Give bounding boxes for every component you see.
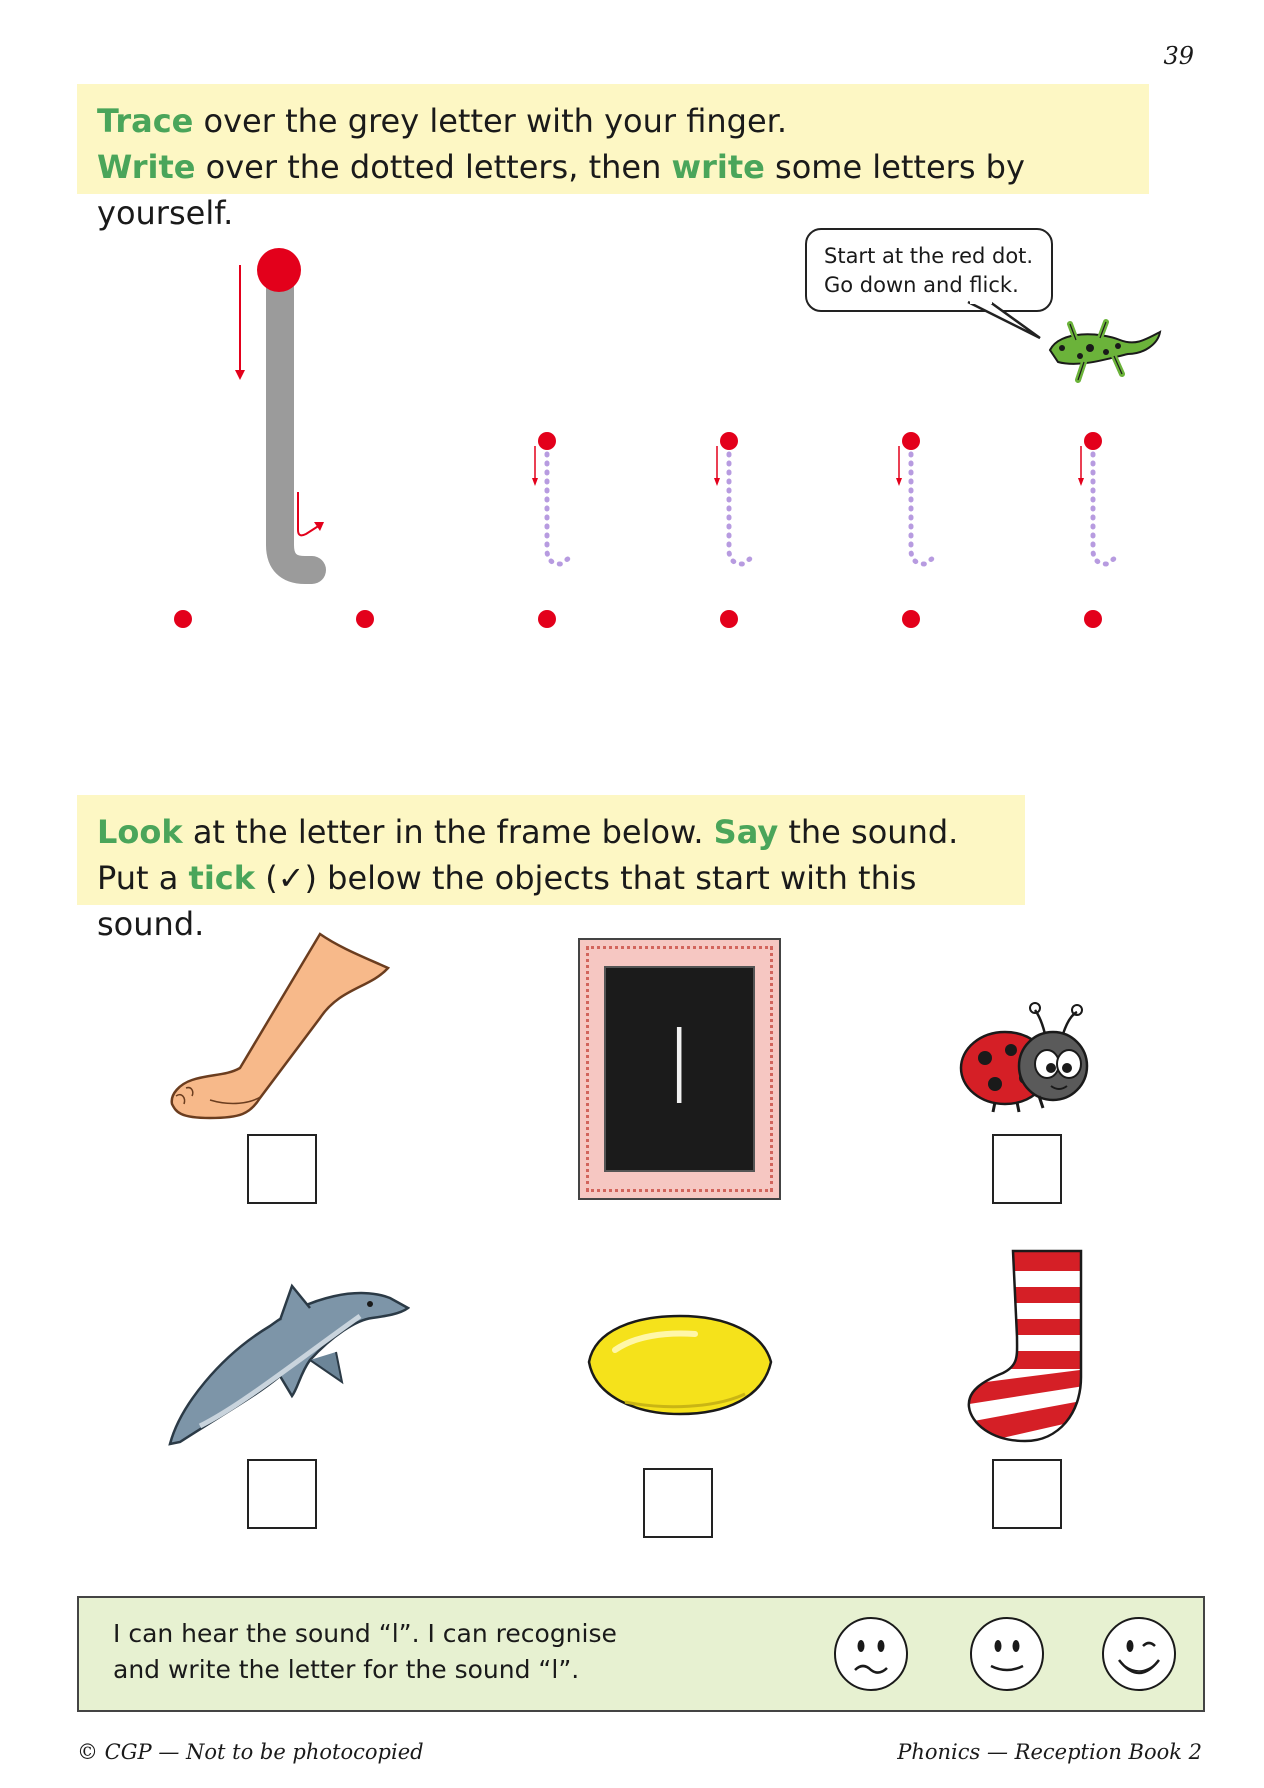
- self-assessment-line-2: and write the letter for the sound “l”.: [113, 1655, 580, 1684]
- keyword-tick: tick: [188, 859, 256, 897]
- checkbox-lemon[interactable]: [643, 1468, 713, 1538]
- ladybird-picture: [955, 998, 1095, 1118]
- instruction-text: Put a: [97, 859, 189, 897]
- checkbox-dolphin[interactable]: [247, 1459, 317, 1529]
- sock-picture: [963, 1247, 1103, 1447]
- okay-face-icon[interactable]: [969, 1616, 1045, 1692]
- grey-letter-l: [280, 272, 312, 570]
- instruction-text: over the dotted letters, then: [195, 148, 672, 186]
- happy-face-icon[interactable]: [1101, 1616, 1177, 1692]
- practice-letter: [714, 432, 751, 564]
- instruction-line: [97, 809, 1003, 855]
- dolphin-picture: [160, 1256, 410, 1446]
- lemon-picture: [585, 1310, 775, 1420]
- instruction-text: (✓) below the objects that start with this sound.: [97, 859, 917, 943]
- self-assessment-line-1: I can hear the sound “l”. I can recognise: [113, 1619, 617, 1648]
- instruction-text: over the grey letter with your finger.: [193, 102, 788, 140]
- writing-dots: [174, 610, 1102, 628]
- instruction-text: some letters by yourself.: [97, 148, 1025, 232]
- tracing-area: [0, 220, 1264, 640]
- keyword-trace: Trace: [97, 102, 194, 140]
- instruction-text: the sound.: [778, 813, 959, 851]
- keyword-say: Say: [713, 813, 779, 851]
- speech-line-1: Start at the red dot.: [824, 244, 1034, 268]
- flick-arrow: [298, 492, 320, 535]
- keyword-write: Write: [97, 148, 196, 186]
- letter-frame: [578, 938, 781, 1200]
- speech-line-2: Go down and flick.: [824, 273, 1019, 297]
- checkbox-sock[interactable]: [992, 1459, 1062, 1529]
- self-assessment-box: [77, 1596, 1205, 1712]
- checkbox-leg[interactable]: [247, 1134, 317, 1204]
- instruction-line: [97, 98, 1127, 144]
- copyright-notice: © CGP — Not to be photocopied: [77, 1740, 424, 1764]
- unsure-face-icon[interactable]: [833, 1616, 909, 1692]
- frame-letter: l: [665, 1010, 694, 1127]
- keyword-look: Look: [97, 813, 183, 851]
- book-title: Phonics — Reception Book 2: [897, 1740, 1202, 1764]
- start-dot: [257, 248, 301, 292]
- leg-picture: [170, 928, 390, 1128]
- instructions-mid: [77, 795, 1025, 943]
- chalkboard: [604, 966, 755, 1172]
- practice-letter: [1078, 432, 1115, 564]
- checkbox-ladybird[interactable]: [992, 1134, 1062, 1204]
- keyword-write-2: write: [671, 148, 765, 186]
- practice-letter: [896, 432, 933, 564]
- page-number: 39: [1163, 42, 1194, 70]
- self-assessment-text: [113, 1616, 617, 1688]
- practice-letter: [532, 432, 569, 564]
- instructions-top: [77, 84, 1149, 232]
- instruction-text: at the letter in the frame below.: [182, 813, 714, 851]
